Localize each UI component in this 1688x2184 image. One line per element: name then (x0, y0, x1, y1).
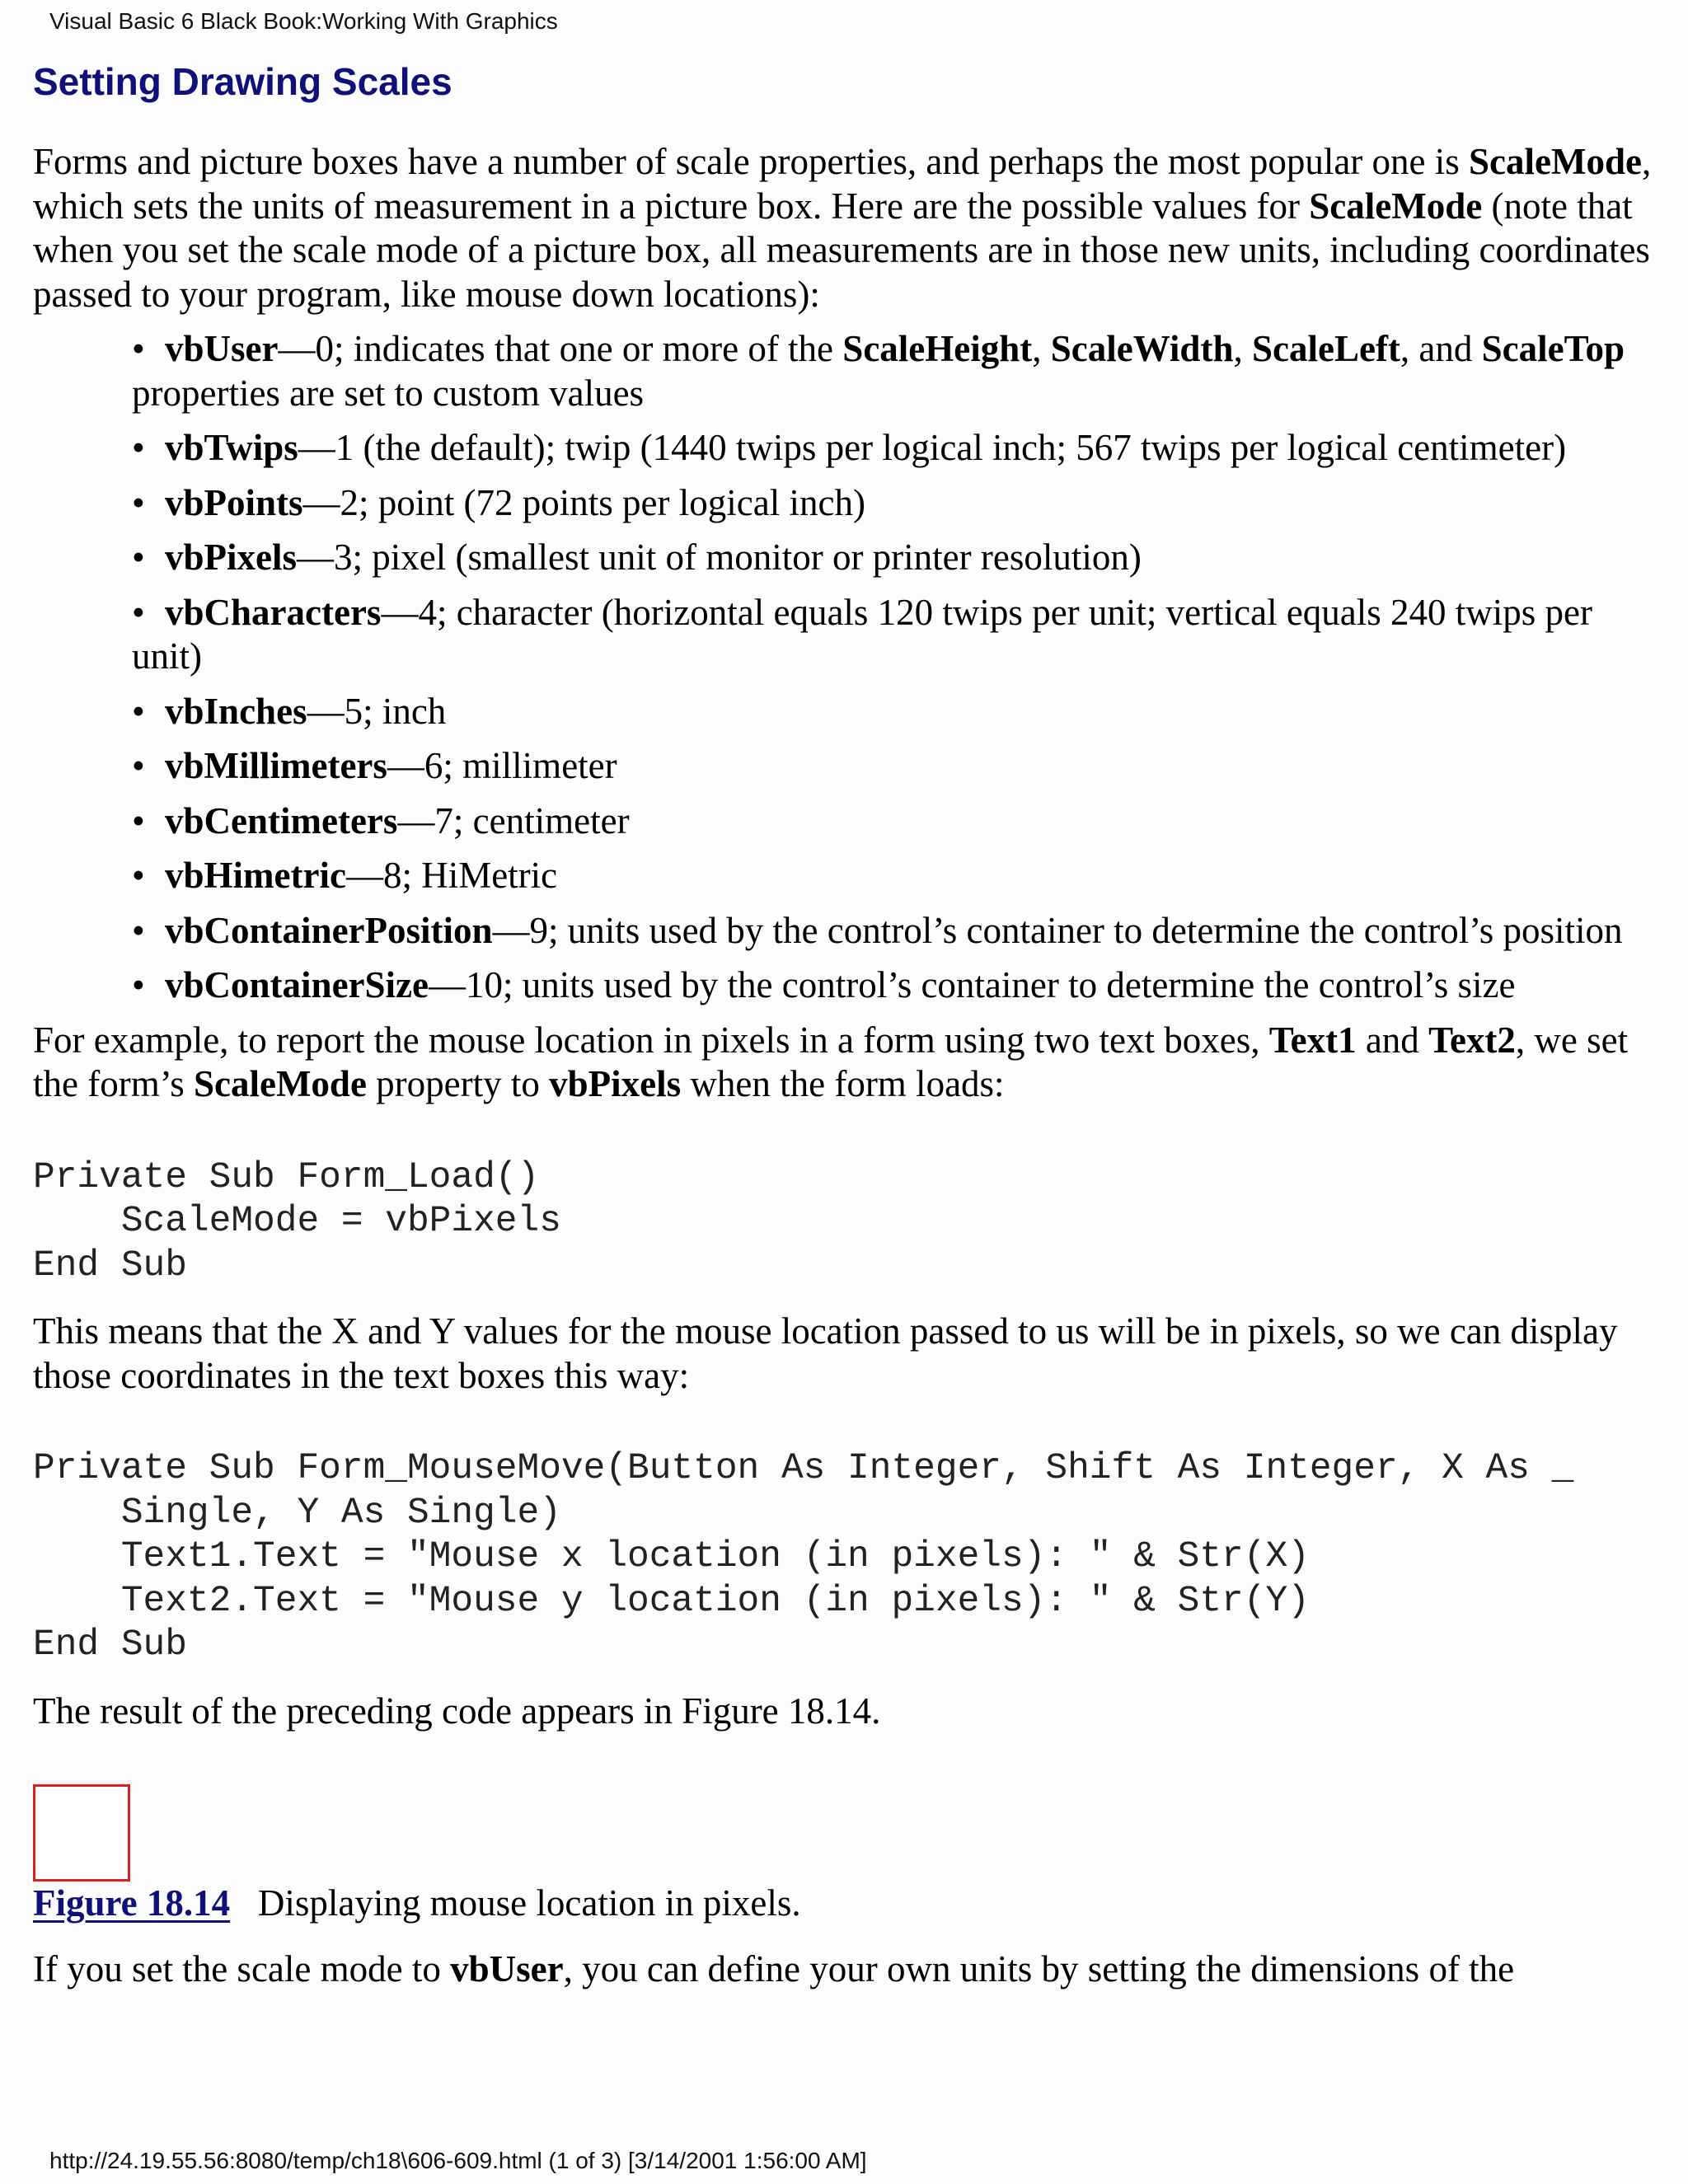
figure-caption (33, 1882, 1661, 1926)
list-item (132, 426, 1661, 471)
item-text: , (1032, 328, 1051, 369)
intro-bold-scalemode-2: ScaleMode (1309, 185, 1483, 227)
section-title: Setting Drawing Scales (33, 60, 452, 103)
intro-text-1: Forms and picture boxes have a number of scale properties, and perhaps the most popular one is (33, 141, 1470, 182)
spacer (33, 1926, 1661, 1947)
example-bold: Text1 (1268, 1019, 1357, 1061)
code-block-form-mousemove: Private Sub Form_MouseMove(Button As Integer, Shift As Integer, X As _ Single, Y As Single) Text1.Text = "Mouse x location (in pixels): " & Str(X) Text2.Text = "Mouse y location (in pixels): " & Str(Y) End Sub (33, 1448, 1574, 1666)
item-text: , and (1400, 328, 1482, 369)
list-item (132, 536, 1661, 580)
caption-gap (230, 1882, 258, 1924)
example-text: For example, to report the mouse location in pixels in a form using two text boxes, (33, 1019, 1269, 1061)
constant-description: —8; HiMetric (345, 855, 558, 896)
intro-paragraph (33, 140, 1661, 316)
spacer (33, 1398, 1661, 1447)
item-bold: ScaleHeight (842, 328, 1033, 369)
bullet-icon: • (132, 964, 145, 1005)
item-text: , (1233, 328, 1252, 369)
list-item (132, 799, 1661, 844)
constant-description: —3; pixel (smallest unit of monitor or printer resolution) (297, 537, 1142, 578)
list-item (132, 854, 1661, 898)
constant-description: —5; inch (307, 690, 447, 732)
item-bold: ScaleLeft (1251, 328, 1400, 369)
example-bold: vbPixels (549, 1063, 682, 1104)
closing-text: If you set the scale mode to (33, 1947, 451, 1990)
spacer (33, 1107, 1661, 1156)
intro-text-2: , which sets the units of measurement in a picture box. Here are the possible values for (33, 141, 1652, 227)
example-text: , we set the form’s (33, 1019, 1629, 1104)
list-item (132, 909, 1661, 954)
example-text: when the form loads: (681, 1063, 1005, 1104)
scalemode-values-list (33, 327, 1661, 1008)
bullet-icon: • (132, 690, 145, 732)
list-item (132, 744, 1661, 789)
closing-text: , you can define your own units by setting the dimensions of the (563, 1947, 1515, 1990)
constant-name: vbPixels (165, 537, 298, 578)
item-text: —0; indicates that one or more of the (278, 328, 843, 369)
page-footer: http://24.19.55.56:8080/temp/ch18\606-609.html (1 of 3) [3/14/2001 1:56:00 AM] (49, 2148, 867, 2173)
bullet-icon: • (132, 745, 145, 786)
constant-name: vbInches (165, 690, 307, 732)
item-text: properties are set to custom values (132, 372, 645, 414)
constant-description: —10; units used by the control’s container to determine the control’s size (429, 964, 1516, 1005)
spacer (33, 1668, 1661, 1690)
constant-name: vbTwips (165, 427, 298, 468)
page-header: Visual Basic 6 Black Book:Working With Graphics (49, 8, 558, 34)
constant-description: —7; centimeter (397, 799, 630, 841)
figure-caption-text: Displaying mouse location in pixels. (257, 1882, 801, 1924)
constant-description: —4; character (horizontal equals 120 twips per unit; vertical equals 240 twips per unit) (132, 591, 1593, 677)
example-bold: ScaleMode (193, 1063, 367, 1104)
intro-bold-scalemode-1: ScaleMode (1469, 141, 1642, 182)
example-text: and (1356, 1019, 1429, 1061)
list-item (132, 591, 1661, 679)
spacer (33, 1288, 1661, 1310)
bullet-icon: • (132, 799, 145, 841)
constant-description: —2; point (72 points per logical inch) (302, 481, 865, 523)
constant-name: vbHimetric (165, 855, 346, 896)
figure-link[interactable]: Figure 18.14 (33, 1882, 231, 1924)
item-bold: ScaleWidth (1050, 328, 1234, 369)
example-text: property to (366, 1063, 550, 1104)
list-item (132, 690, 1661, 734)
constant-name: vbPoints (165, 481, 303, 523)
example-paragraph (33, 1019, 1661, 1107)
bullet-icon: • (132, 427, 145, 468)
closing-paragraph (33, 1947, 1661, 1992)
explanation-paragraph: This means that the X and Y values for the mouse location passed to us will be in pixels, so we can display those coordinates in the text boxes this way: (33, 1310, 1618, 1396)
bullet-icon: • (132, 537, 145, 578)
bullet-icon: • (132, 591, 145, 633)
example-bold: Text2 (1428, 1019, 1516, 1061)
intro-text-3: (note that when you set the scale mode of a picture box, all measurements are in those new units, including coordinates passed to your program, like mouse down locations): (33, 185, 1650, 315)
constant-name: vbContainerSize (165, 964, 429, 1005)
article-body (33, 140, 1661, 1991)
constant-name: vbContainerPosition (165, 909, 493, 951)
list-item (132, 481, 1661, 526)
constant-name: vbMillimeters (165, 745, 387, 786)
constant-description: —9; units used by the control’s container to determine the control’s position (492, 909, 1623, 951)
constant-name: vbCharacters (165, 591, 382, 633)
spacer (33, 1733, 1661, 1784)
constant-name: vbUser (165, 328, 279, 369)
item-bold: ScaleTop (1481, 328, 1625, 369)
constant-description: —1 (the default); twip (1440 twips per logical inch; 567 twips per logical centimeter) (298, 427, 1567, 468)
bullet-icon: • (132, 855, 145, 896)
bullet-icon: • (132, 328, 145, 369)
bullet-icon: • (132, 481, 145, 523)
list-item (132, 963, 1661, 1008)
constant-description: —6; millimeter (387, 745, 617, 786)
closing-bold: vbUser (450, 1947, 564, 1990)
figure-image-placeholder[interactable] (33, 1784, 130, 1882)
bullet-icon: • (132, 909, 145, 951)
constant-name: vbCentimeters (165, 799, 398, 841)
code-block-form-load: Private Sub Form_Load() ScaleMode = vbPixels End Sub (33, 1156, 561, 1286)
list-item (132, 327, 1661, 415)
result-paragraph: The result of the preceding code appears in Figure 18.14. (33, 1690, 881, 1732)
